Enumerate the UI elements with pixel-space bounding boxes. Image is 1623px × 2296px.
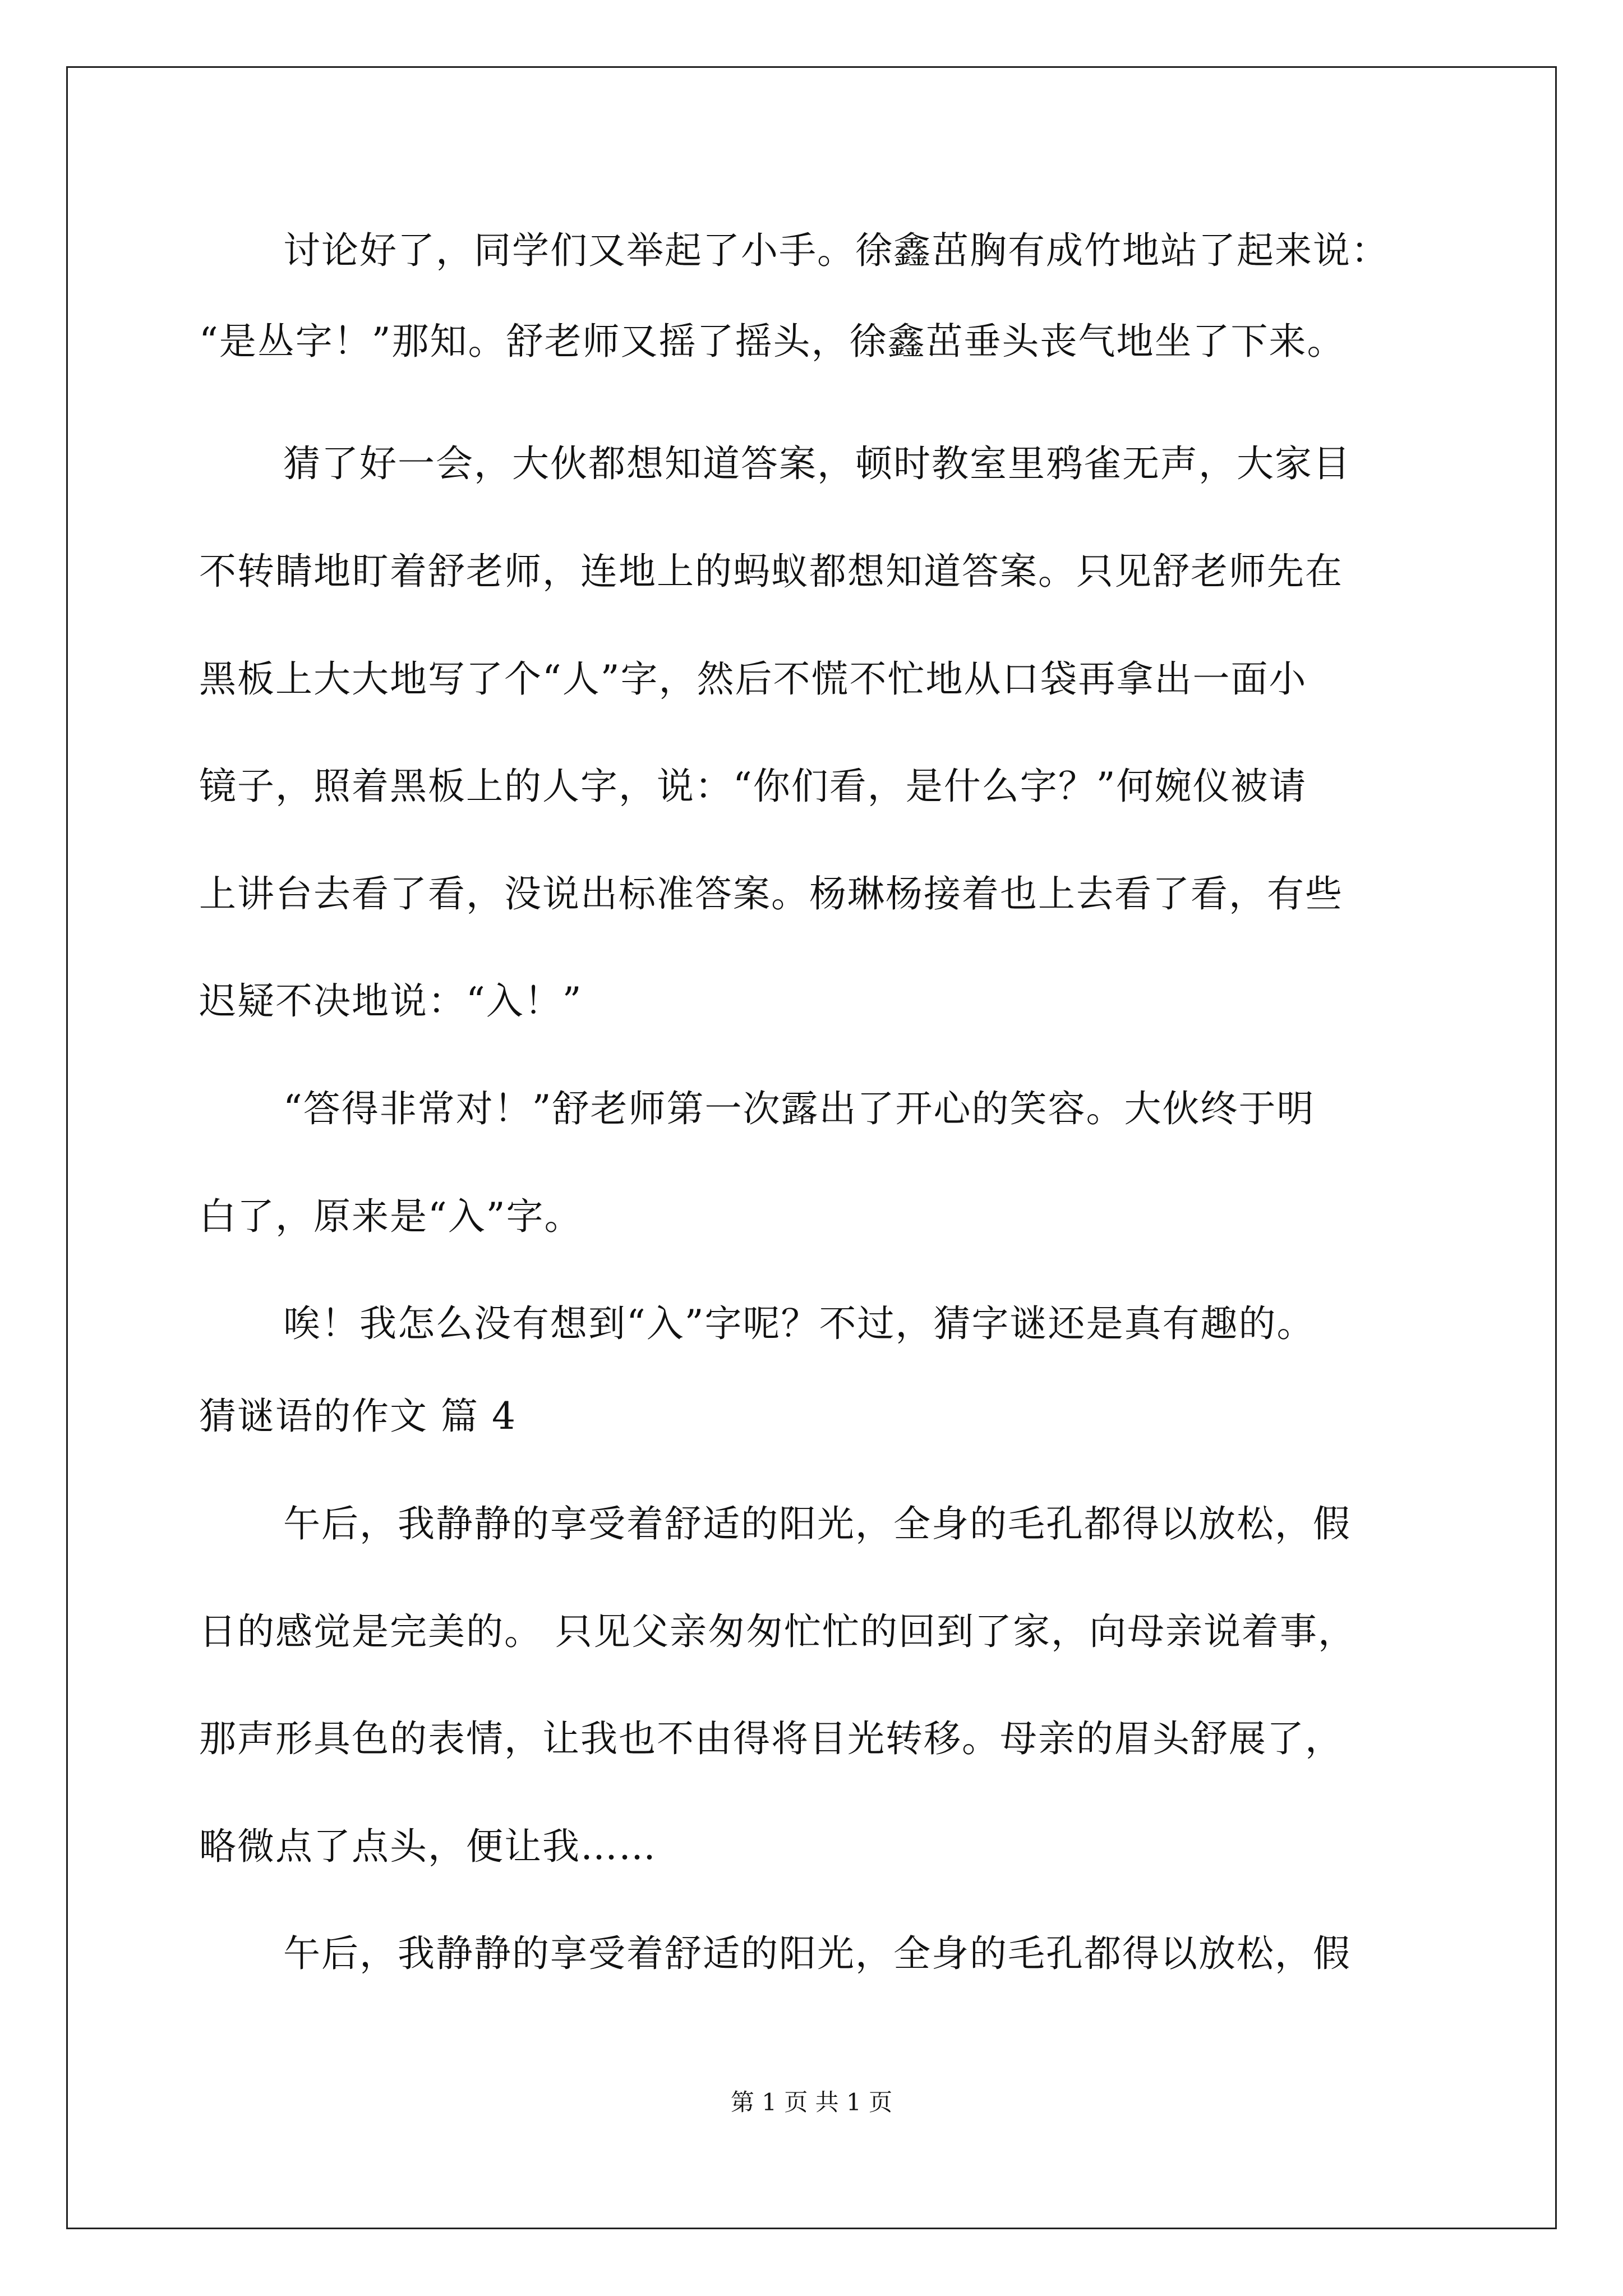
page-border	[66, 66, 1557, 2229]
paragraph-line: 上讲台去看了看，没说出标准答案。杨琳杨接着也上去看了看，有些	[199, 872, 1343, 915]
paragraph-line: 日的感觉是完美的。 只见父亲匆匆忙忙的回到了家，向母亲说着事，	[199, 1610, 1356, 1653]
paragraph-line: 猜了好一会，大伙都想知道答案，顿时教室里鸦雀无声，大家目	[283, 442, 1351, 485]
paragraph-line: 唉！我怎么没有想到“入”字呢？不过，猜字谜还是真有趣的。	[283, 1302, 1315, 1345]
paragraph-line: “答得非常对！”舒老师第一次露出了开心的笑容。大伙终于明	[283, 1087, 1315, 1130]
page-footer: 第 1 页 共 1 页	[730, 2088, 893, 2116]
paragraph-line: 略微点了点头，便让我……	[199, 1825, 657, 1868]
paragraph-line: 讨论好了，同学们又举起了小手。徐鑫茁胸有成竹地站了起来说：	[283, 229, 1389, 272]
paragraph-line: 午后，我静静的享受着舒适的阳光，全身的毛孔都得以放松，假	[283, 1932, 1351, 1975]
paragraph-line: 镜子，照着黑板上的人字，说：“你们看，是什么字？”何婉仪被请	[199, 765, 1307, 808]
paragraph-line: 迟疑不决地说：“入！”	[199, 979, 583, 1023]
paragraph-line: 那声形具色的表情，让我也不由得将目光转移。母亲的眉头舒展了，	[199, 1717, 1343, 1760]
paragraph-line: 白了，原来是“入”字。	[199, 1195, 583, 1238]
section-heading: 猜谜语的作文 篇 4	[199, 1395, 517, 1438]
paragraph-line: 不转睛地盯着舒老师，连地上的蚂蚁都想知道答案。只见舒老师先在	[199, 550, 1343, 593]
paragraph-line: “是丛字！”那知。舒老师又摇了摇头，徐鑫茁垂头丧气地坐了下来。	[199, 320, 1345, 363]
paragraph-line: 黑板上大大地写了个“人”字，然后不慌不忙地从口袋再拿出一面小	[199, 657, 1307, 701]
paragraph-line: 午后，我静静的享受着舒适的阳光，全身的毛孔都得以放松，假	[283, 1502, 1351, 1545]
